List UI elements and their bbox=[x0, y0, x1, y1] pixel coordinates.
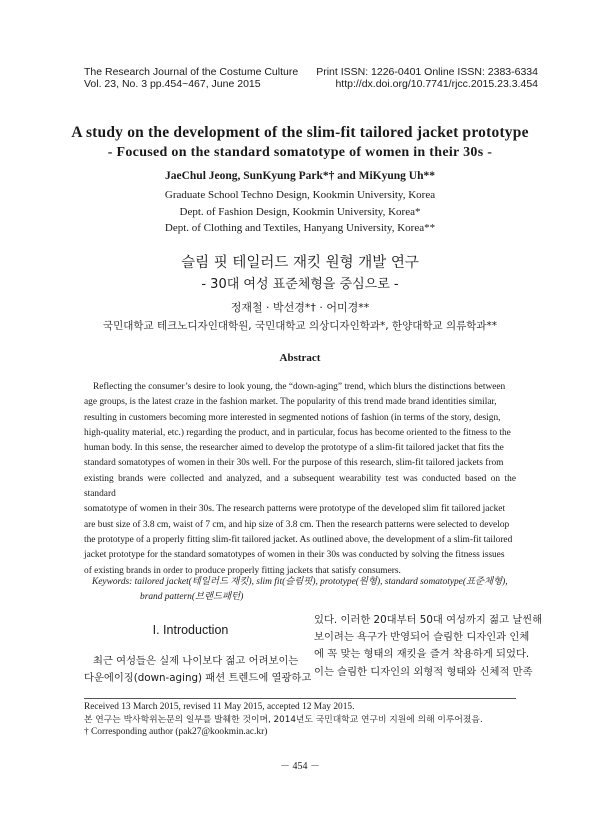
paragraph-line: 최근 여성들은 실제 나이보다 젊고 어려보이는 bbox=[93, 655, 299, 667]
volume-info: Vol. 23, No. 3 pp.454~467, June 2015 bbox=[84, 78, 261, 90]
abstract-line: high-quality material, etc.) regarding the product, and in particular, focus has become oriented to the fitness to the bbox=[84, 427, 511, 438]
keywords: Keywords: tailored jacket(테일러드 재킷), slim fit(슬림핏), prototype(원형), standard somatotype(표준체형), bbox=[92, 577, 508, 587]
journal-name: The Research Journal of the Costume Culture bbox=[84, 66, 299, 78]
abstract-line: jacket prototype for the standard somatotypes of women in their 30s was conducted by solving the fitness issues bbox=[84, 550, 505, 561]
right-column bbox=[314, 612, 543, 681]
keywords-continued: brand pattern(브랜드패턴) bbox=[140, 592, 244, 602]
paragraph-line: 다운에이징(down-aging) 패션 트렌드에 열광하고 bbox=[84, 671, 312, 684]
abstract-line: the prototype of a properly fitting slim-fit tailored jacket. As outlined above, the development of a slim-fit tailored bbox=[84, 534, 513, 545]
authors-kr: 정재철 · 박선경*† · 어미경** bbox=[230, 301, 370, 314]
abstract-heading: Abstract bbox=[279, 352, 321, 364]
paper-subtitle-kr: - 30대 여성 표준체형을 중심으로 - bbox=[201, 277, 399, 292]
abstract-line: somatotype of women in their 30s. The research patterns were prototype of the developed slim fit tailored jacket bbox=[84, 504, 506, 515]
paragraph-line: 보이려는 욕구가 반영되어 슬림한 디자인과 인체 bbox=[314, 631, 530, 644]
abstract-line: human body. In this sense, the researcher aimed to develop the prototype of a slim-fit tailored jacket that fits the bbox=[84, 443, 504, 454]
section-heading: I. Introduction bbox=[152, 623, 229, 637]
paper-title-kr: 슬림 핏 테일러드 재킷 원형 개발 연구 bbox=[181, 255, 419, 271]
paper-title: A study on the development of the slim-fit tailored jacket prototype bbox=[71, 124, 529, 141]
affiliation-en-1: Graduate School Techno Design, Kookmin University, Korea bbox=[164, 189, 436, 201]
abstract-line: standard somatotypes of women in their 30s well. For the purpose of this research, slim-fit tailored jackets from bbox=[84, 458, 504, 469]
abstract-body bbox=[84, 380, 516, 579]
authors-en: JaeChul Jeong, SunKyung Park*† and MiKyung Uh** bbox=[165, 170, 435, 182]
abstract-line: of existing brands in order to produce properly fitting jackets that satisfy consumers. bbox=[84, 565, 401, 576]
funding-note: 본 연구는 박사학위논문의 일부를 발췌한 것이며, 2014년도 국민대학교 연구비 지원에 의해 이루어졌음. bbox=[84, 714, 483, 725]
left-column bbox=[84, 653, 312, 686]
paragraph-line: 있다. 이러한 20대부터 50대 여성까지 젊고 날씬해 bbox=[314, 614, 543, 626]
footnotes bbox=[84, 701, 483, 739]
paragraph-line: 이는 슬림한 디자인의 외형적 형태와 신체적 만족 bbox=[314, 665, 533, 678]
affiliation-en-2: Dept. of Fashion Design, Kookmin University, Korea* bbox=[179, 206, 421, 218]
abstract-line: age groups, is the latest craze in the fashion market. The popularity of this trend made brand identities similar, bbox=[84, 397, 497, 408]
abstract-line: are bust size of 3.8 cm, waist of 7 cm, and hip size of 3.8 cm. Then the research patterns were selected to develop bbox=[84, 519, 510, 530]
abstract-line: Reflecting the consumer’s desire to look young, the “down-aging” trend, which blurs the distinctions between bbox=[93, 382, 506, 392]
affiliations-kr: 국민대학교 테크노디자인대학원, 국민대학교 의상디자인학과*, 한양대학교 의류학과** bbox=[102, 320, 498, 332]
page-number: － 454 － bbox=[280, 761, 320, 772]
corresponding-author: † Corresponding author (pak27@kookmin.ac.kr) bbox=[84, 727, 268, 737]
abstract-line: resulting in customers becoming more interested in segmented notions of fashion (in terms of the story, design, bbox=[84, 412, 501, 423]
abstract-line: existing brands were collected and analyzed, and a subsequent wearability test was conducted based on the standard bbox=[84, 473, 516, 500]
paper-subtitle: - Focused on the standard somatotype of women in their 30s - bbox=[107, 145, 493, 160]
received-dates: Received 13 March 2015, revised 11 May 2015, accepted 12 May 2015. bbox=[84, 702, 355, 712]
paragraph-line: 에 꼭 맞는 형태의 재킷을 즐겨 착용하게 되었다. bbox=[314, 648, 530, 661]
doi-link[interactable]: http://dx.doi.org/10.7741/rjcc.2015.23.3.454 bbox=[335, 78, 538, 90]
footnote-divider bbox=[84, 698, 516, 699]
issn-info: Print ISSN: 1226-0401 Online ISSN: 2383-6334 bbox=[316, 66, 538, 78]
affiliation-en-3: Dept. of Clothing and Textiles, Hanyang University, Korea** bbox=[164, 222, 436, 234]
